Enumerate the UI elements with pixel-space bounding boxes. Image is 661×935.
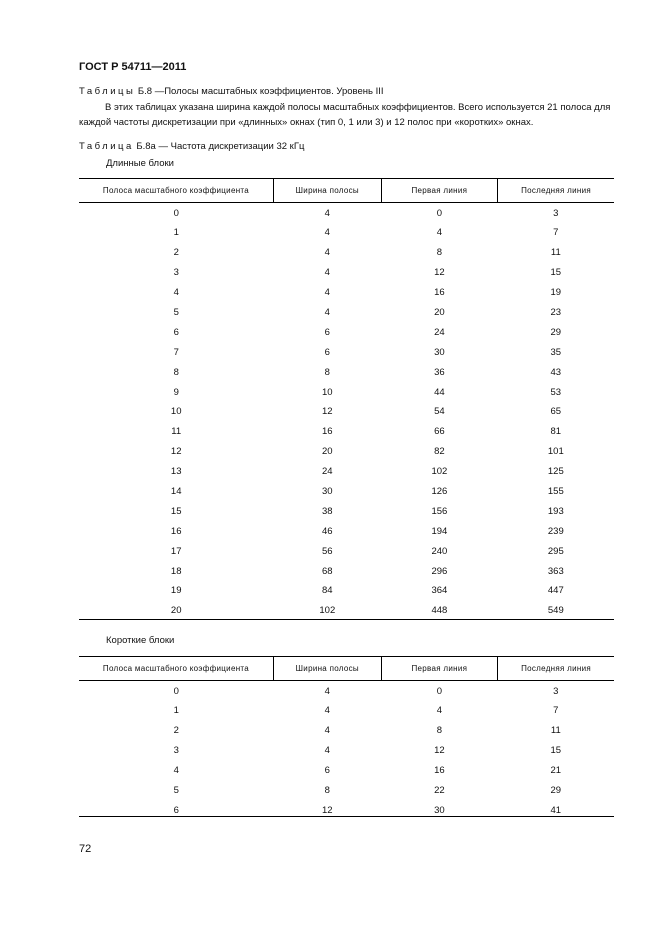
cell-first-line: 16 bbox=[434, 287, 445, 299]
cell-band: 8 bbox=[173, 366, 179, 378]
short-blocks-table bbox=[79, 656, 614, 820]
cell-width: 24 bbox=[322, 466, 333, 478]
col-header-first-line: Первая линия bbox=[381, 657, 497, 681]
cell-first-line: 30 bbox=[434, 804, 445, 816]
section-paragraph: В этих таблицах указана ширина каждой полосы масштабных коэффициентов. Всего используется 21 полоса для каждой частоты дискретизации при «длинных» окнах (тип 0, 1 или 3) и 12 полос при «коротких» окнах. bbox=[79, 102, 611, 128]
cell-width: 8 bbox=[324, 366, 330, 378]
cell-width: 6 bbox=[324, 326, 330, 338]
cell-first-line: 54 bbox=[434, 406, 445, 418]
cell-last-line: 7 bbox=[553, 705, 559, 717]
cell-first-line: 16 bbox=[434, 765, 445, 777]
cell-first-line: 4 bbox=[436, 227, 443, 239]
table-row bbox=[79, 462, 614, 482]
cell-band: 11 bbox=[171, 426, 182, 438]
cell-band: 13 bbox=[170, 466, 182, 478]
cell-width: 68 bbox=[322, 565, 333, 577]
cell-first-line: 102 bbox=[431, 466, 448, 478]
cell-width: 4 bbox=[324, 725, 330, 737]
table-row bbox=[79, 482, 614, 502]
table-row bbox=[79, 521, 614, 541]
cell-band: 16 bbox=[170, 525, 182, 537]
cell-last-line: 15 bbox=[550, 745, 562, 757]
cell-width: 4 bbox=[324, 745, 330, 757]
table-a-title-text: Б.8а — Частота дискретизации 32 кГц bbox=[133, 141, 305, 152]
table-row bbox=[79, 561, 614, 581]
cell-first-line: 8 bbox=[436, 725, 443, 737]
table-header-row bbox=[79, 657, 614, 681]
cell-first-line: 0 bbox=[436, 207, 443, 219]
cell-width: 4 bbox=[324, 685, 330, 697]
col-header-band: Полоса масштабного коэффициента bbox=[79, 657, 273, 681]
cell-last-line: 43 bbox=[550, 366, 562, 378]
cell-width: 6 bbox=[324, 346, 330, 358]
cell-last-line: 447 bbox=[547, 585, 564, 597]
section-title-text: Б.8 —Полосы масштабных коэффициентов. Уровень III bbox=[135, 86, 384, 97]
col-header-width: Ширина полосы bbox=[273, 657, 381, 681]
cell-last-line: 15 bbox=[550, 267, 562, 279]
cell-first-line: 194 bbox=[431, 525, 448, 537]
cell-band: 1 bbox=[173, 705, 179, 717]
cell-first-line: 296 bbox=[431, 565, 448, 577]
table-row bbox=[79, 243, 614, 263]
cell-last-line: 23 bbox=[550, 307, 562, 318]
cell-width: 4 bbox=[324, 705, 330, 717]
page-number: 72 bbox=[79, 843, 92, 855]
cell-band: 7 bbox=[173, 346, 179, 358]
table-row bbox=[79, 303, 614, 323]
cell-last-line: 65 bbox=[550, 406, 562, 418]
cell-first-line: 24 bbox=[434, 326, 445, 338]
cell-width: 84 bbox=[322, 585, 333, 597]
table-row bbox=[79, 761, 614, 781]
cell-band: 9 bbox=[173, 386, 179, 398]
cell-last-line: 19 bbox=[550, 287, 562, 299]
col-header-last-line: Последняя линия bbox=[498, 657, 614, 681]
section-title-prefix: Таблицы bbox=[79, 86, 136, 97]
table-header-row bbox=[79, 179, 614, 203]
col-header-last-line: Последняя линия bbox=[498, 179, 614, 203]
cell-width: 30 bbox=[322, 486, 333, 498]
col-header-width: Ширина полосы bbox=[273, 179, 381, 203]
cell-last-line: 41 bbox=[550, 804, 562, 816]
cell-band: 3 bbox=[173, 745, 179, 757]
table-row bbox=[79, 721, 614, 741]
cell-last-line: 155 bbox=[547, 486, 564, 498]
cell-first-line: 44 bbox=[434, 386, 445, 398]
cell-last-line: 125 bbox=[547, 466, 564, 478]
cell-band: 17 bbox=[170, 545, 182, 557]
cell-band: 2 bbox=[173, 247, 179, 259]
table-row bbox=[79, 422, 614, 442]
table-row bbox=[79, 800, 614, 820]
cell-first-line: 82 bbox=[434, 446, 445, 458]
cell-first-line: 8 bbox=[436, 247, 443, 259]
cell-last-line: 11 bbox=[550, 247, 561, 259]
cell-width: 102 bbox=[319, 605, 336, 617]
cell-first-line: 126 bbox=[431, 486, 448, 498]
cell-band: 5 bbox=[173, 785, 179, 796]
cell-last-line: 3 bbox=[553, 685, 559, 697]
table-row bbox=[79, 322, 614, 342]
cell-band: 2 bbox=[173, 725, 179, 737]
table-row bbox=[79, 382, 614, 402]
cell-width: 6 bbox=[324, 765, 330, 777]
cell-band: 6 bbox=[173, 804, 179, 816]
short-blocks-label: Короткие блоки bbox=[106, 635, 175, 646]
cell-first-line: 36 bbox=[434, 366, 445, 378]
cell-last-line: 35 bbox=[550, 346, 562, 358]
cell-first-line: 20 bbox=[434, 307, 445, 318]
table-row bbox=[79, 741, 614, 761]
table-row bbox=[79, 601, 614, 621]
cell-last-line: 81 bbox=[550, 426, 562, 438]
cell-last-line: 295 bbox=[547, 545, 564, 557]
cell-last-line: 363 bbox=[547, 565, 564, 577]
cell-last-line: 3 bbox=[553, 207, 559, 219]
cell-width: 10 bbox=[322, 386, 333, 398]
cell-width: 12 bbox=[322, 406, 333, 418]
cell-last-line: 7 bbox=[553, 227, 559, 239]
cell-last-line: 29 bbox=[550, 326, 562, 338]
cell-band: 5 bbox=[173, 307, 179, 318]
cell-band: 15 bbox=[170, 505, 182, 517]
cell-band: 4 bbox=[173, 765, 179, 777]
cell-band: 0 bbox=[173, 685, 179, 697]
document-code: ГОСТ Р 54711—2011 bbox=[79, 61, 187, 73]
cell-last-line: 549 bbox=[547, 605, 564, 617]
long-blocks-table bbox=[79, 178, 614, 621]
table-row bbox=[79, 781, 614, 801]
cell-first-line: 4 bbox=[436, 705, 443, 717]
table-row bbox=[79, 681, 614, 702]
long-blocks-label: Длинные блоки bbox=[106, 158, 174, 169]
cell-first-line: 0 bbox=[436, 685, 443, 697]
table-row bbox=[79, 362, 614, 382]
cell-width: 4 bbox=[324, 207, 330, 219]
table-row bbox=[79, 263, 614, 283]
table-row bbox=[79, 701, 614, 721]
cell-first-line: 66 bbox=[434, 426, 445, 438]
cell-first-line: 448 bbox=[431, 605, 448, 617]
cell-last-line: 53 bbox=[550, 386, 562, 398]
cell-last-line: 239 bbox=[547, 525, 564, 537]
table-row bbox=[79, 581, 614, 601]
table-row bbox=[79, 501, 614, 521]
cell-band: 6 bbox=[173, 326, 179, 338]
long-table-bottom-rule bbox=[79, 619, 614, 620]
table-row bbox=[79, 223, 614, 243]
cell-width: 4 bbox=[324, 287, 330, 299]
cell-width: 4 bbox=[324, 267, 330, 279]
table-a-title-prefix: Таблица bbox=[79, 141, 134, 152]
cell-band: 20 bbox=[170, 605, 182, 617]
table-row bbox=[79, 342, 614, 362]
cell-band: 10 bbox=[170, 406, 182, 418]
cell-width: 16 bbox=[322, 426, 333, 438]
cell-width: 56 bbox=[322, 545, 333, 557]
table-row bbox=[79, 541, 614, 561]
cell-first-line: 22 bbox=[434, 785, 445, 796]
cell-last-line: 21 bbox=[550, 765, 562, 777]
cell-band: 12 bbox=[170, 446, 182, 458]
cell-last-line: 101 bbox=[547, 446, 564, 458]
short-table-bottom-rule bbox=[79, 816, 614, 817]
col-header-band: Полоса масштабного коэффициента bbox=[79, 179, 273, 203]
long-blocks-body bbox=[79, 203, 614, 621]
cell-band: 3 bbox=[173, 267, 179, 279]
cell-first-line: 12 bbox=[434, 267, 445, 279]
cell-band: 4 bbox=[173, 287, 179, 299]
cell-band: 18 bbox=[170, 565, 182, 577]
short-blocks-body bbox=[79, 681, 614, 821]
table-row bbox=[79, 203, 614, 224]
cell-first-line: 12 bbox=[434, 745, 445, 757]
cell-band: 19 bbox=[170, 585, 182, 597]
col-header-first-line: Первая линия bbox=[381, 179, 497, 203]
cell-first-line: 364 bbox=[431, 585, 448, 597]
cell-first-line: 156 bbox=[431, 505, 448, 517]
section-title bbox=[79, 86, 384, 97]
cell-last-line: 193 bbox=[547, 505, 564, 517]
cell-last-line: 29 bbox=[550, 785, 562, 796]
cell-band: 0 bbox=[173, 207, 179, 219]
cell-width: 8 bbox=[324, 785, 330, 796]
table-row bbox=[79, 283, 614, 303]
cell-first-line: 240 bbox=[431, 545, 448, 557]
table-row bbox=[79, 442, 614, 462]
cell-width: 38 bbox=[322, 505, 333, 517]
cell-width: 46 bbox=[322, 525, 333, 537]
cell-width: 4 bbox=[324, 247, 330, 259]
cell-width: 12 bbox=[322, 804, 333, 816]
table-row bbox=[79, 402, 614, 422]
cell-first-line: 30 bbox=[434, 346, 445, 358]
cell-width: 4 bbox=[324, 307, 330, 318]
cell-band: 1 bbox=[173, 227, 179, 239]
cell-width: 4 bbox=[324, 227, 330, 239]
cell-width: 20 bbox=[322, 446, 333, 458]
table-a-title bbox=[79, 141, 304, 152]
cell-last-line: 11 bbox=[550, 725, 561, 737]
cell-band: 14 bbox=[170, 486, 182, 498]
